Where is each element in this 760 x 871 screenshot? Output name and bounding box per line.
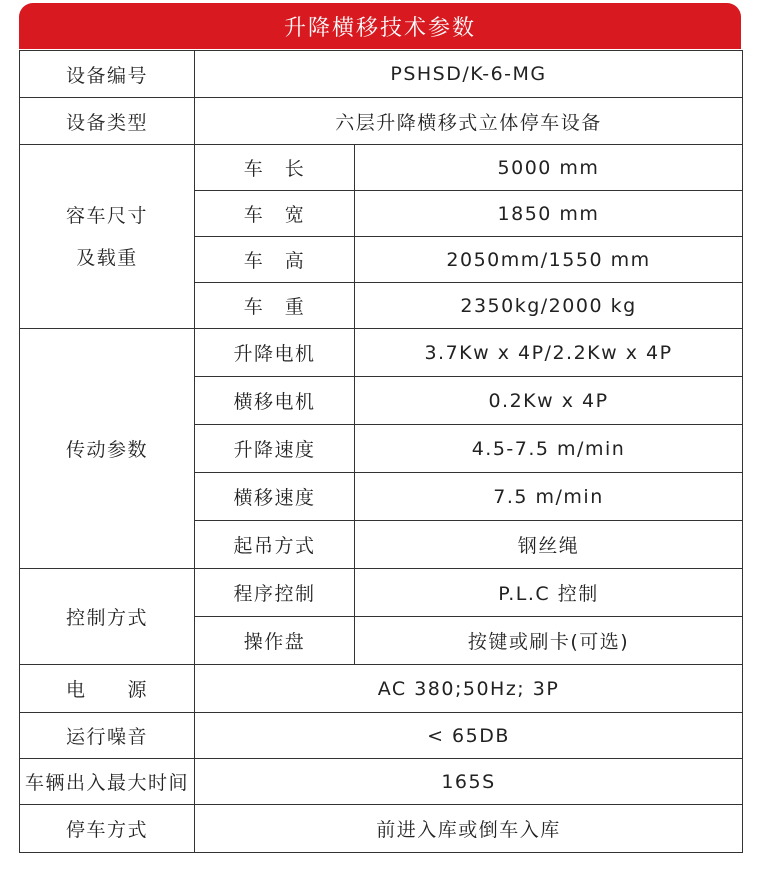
item-label: 横移电机 (195, 377, 355, 425)
item-label: 程序控制 (195, 569, 355, 617)
item-label: 升降电机 (195, 329, 355, 377)
item-label: 车 高 (195, 237, 355, 283)
spec-table (19, 50, 743, 853)
item-value: P.L.C 控制 (355, 569, 743, 617)
group-label-line: 及载重 (76, 246, 138, 269)
table-row (20, 759, 743, 805)
item-value: 3.7Kw x 4P/2.2Kw x 4P (355, 329, 743, 377)
table-row (20, 713, 743, 759)
item-value: 5000 mm (355, 145, 743, 191)
group-label-transmission: 传动参数 (20, 329, 195, 569)
item-value: 7.5 m/min (355, 473, 743, 521)
item-label: 升降速度 (195, 425, 355, 473)
item-value: 0.2Kw x 4P (355, 377, 743, 425)
item-label: 车 长 (195, 145, 355, 191)
row-label: 设备编号 (20, 51, 195, 98)
group-label-line: 容车尺寸 (65, 204, 148, 227)
row-label: 设备类型 (20, 98, 195, 145)
row-label: 车辆出入最大时间 (20, 759, 195, 805)
item-label: 横移速度 (195, 473, 355, 521)
row-value: 前进入库或倒车入库 (195, 805, 743, 853)
item-value: 1850 mm (355, 191, 743, 237)
item-value: 4.5-7.5 m/min (355, 425, 743, 473)
item-label: 起吊方式 (195, 521, 355, 569)
table-row (20, 98, 743, 145)
title-banner (19, 3, 741, 49)
item-label: 车 重 (195, 283, 355, 329)
item-value: 按键或刷卡(可选) (355, 617, 743, 665)
table-row (20, 665, 743, 713)
page-title: 升降横移技术参数 (283, 15, 476, 41)
table-row (20, 569, 743, 617)
row-value: < 65DB (195, 713, 743, 759)
group-label-control: 控制方式 (20, 569, 195, 665)
item-value: 2350kg/2000 kg (355, 283, 743, 329)
table-row (20, 329, 743, 377)
row-value: AC 380;50Hz; 3P (195, 665, 743, 713)
item-value: 2050mm/1550 mm (355, 237, 743, 283)
group-label-capacity (20, 145, 195, 329)
item-value: 钢丝绳 (355, 521, 743, 569)
row-value: 165S (195, 759, 743, 805)
row-value: 六层升降横移式立体停车设备 (195, 98, 743, 145)
table-row (20, 805, 743, 853)
row-label: 运行噪音 (20, 713, 195, 759)
item-label: 车 宽 (195, 191, 355, 237)
row-label: 电 源 (20, 665, 195, 713)
item-label: 操作盘 (195, 617, 355, 665)
row-value: PSHSD/K-6-MG (195, 51, 743, 98)
table-row (20, 145, 743, 191)
table-row (20, 51, 743, 98)
row-label: 停车方式 (20, 805, 195, 853)
